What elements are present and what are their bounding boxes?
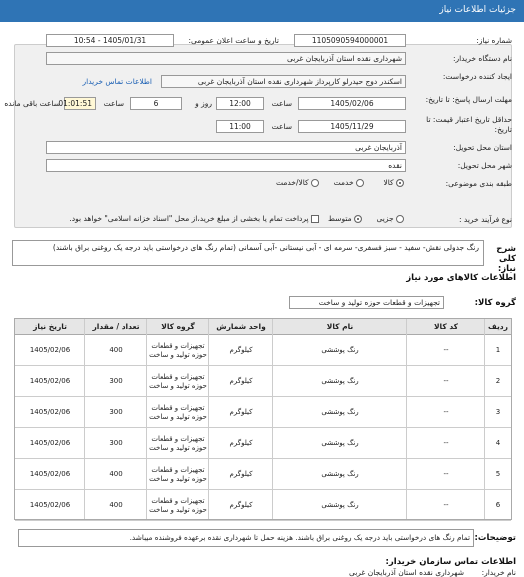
cell-idx: 4 (495, 439, 501, 447)
buyer-org-label: نام دستگاه خریدار: (452, 54, 512, 63)
radio-selected-icon[interactable] (354, 215, 362, 223)
summary-field: رنگ جدولی نقش- سفید - سبز فسفری- سرمه ای - آبی نیستانی -آبی آسمانی (تمام رنگ های درخواستی باید درجه یک روغنی براق باشند) (12, 240, 484, 266)
cell-qty: 400 (109, 470, 123, 478)
validity-label: حداقل تاریخ اعتبار قیمت: تا تاریخ: (426, 115, 512, 134)
announce-label: تاریخ و ساعت اعلان عمومی: (188, 36, 279, 45)
category-option-goods[interactable]: کالا (383, 178, 404, 187)
cell-qty: 400 (109, 346, 123, 354)
cell-unit: کیلوگرم (229, 439, 253, 447)
cell-date: 1405/02/06 (29, 439, 71, 447)
creator-label: ایجاد کننده درخواست: (442, 72, 512, 81)
buyer-org-field: شهرداری نقده استان آذربایجان غربی (46, 52, 406, 65)
cell-unit: کیلوگرم (229, 346, 253, 354)
process-option-minor[interactable]: جزیی (376, 214, 404, 223)
cell-name: رنگ پوششی (321, 501, 359, 509)
process-label: نوع فرآیند خرید : (458, 215, 512, 224)
col-date: تاریخ نیاز (33, 322, 67, 331)
cell-group: تجهیزات و قطعات حوزه تولید و ساخت (149, 465, 207, 483)
buyer-name-label: نام خریدار: (481, 568, 516, 577)
cell-qty: 300 (109, 439, 123, 447)
deadline-label: مهلت ارسال پاسخ: تا تاریخ: (425, 95, 512, 104)
checkbox-icon[interactable] (311, 215, 319, 223)
table-row (15, 428, 511, 459)
city-label: شهر محل تحویل: (457, 161, 512, 170)
cell-group: تجهیزات و قطعات حوزه تولید و ساخت (149, 403, 207, 421)
cell-idx: 3 (495, 408, 501, 416)
cell-unit: کیلوگرم (229, 501, 253, 509)
cell-qty: 300 (109, 408, 123, 416)
col-qty: تعداد / مقدار (92, 322, 140, 331)
cell-name: رنگ پوششی (321, 439, 359, 447)
cell-name: رنگ پوششی (321, 408, 359, 416)
need-number-label: شماره نیاز: (476, 36, 512, 45)
notes-label: توضیحات: (474, 533, 516, 543)
cell-idx: 5 (495, 470, 501, 478)
cell-date: 1405/02/06 (29, 470, 71, 478)
process-option-medium[interactable]: متوسط (328, 214, 362, 223)
goods-section-title: اطلاعات کالاهای مورد نیاز (406, 273, 516, 283)
col-unit: واحد شمارش (216, 322, 266, 331)
validity-time-label: ساعت (271, 122, 292, 131)
category-label: طبقه بندی موضوعی: (445, 179, 512, 188)
days-label: روز و (195, 99, 212, 108)
cell-group: تجهیزات و قطعات حوزه تولید و ساخت (149, 496, 207, 514)
summary-label: شرح کلی نیاز: (496, 244, 516, 274)
cell-code: -- (443, 470, 449, 478)
page-title: جزئیات اطلاعات نیاز (439, 5, 516, 15)
remaining-time-field: 01:01:51 (64, 97, 96, 110)
cell-date: 1405/02/06 (29, 408, 71, 416)
goods-group-field: تجهیزات و قطعات حوزه تولید و ساخت (289, 296, 444, 309)
cell-idx: 1 (495, 346, 501, 354)
goods-table (14, 318, 512, 520)
cell-code: -- (443, 501, 449, 509)
col-code: کد کالا (433, 322, 459, 331)
contact-buyer-link[interactable]: اطلاعات تماس خریدار (82, 77, 152, 86)
announce-field: 1405/01/31 - 10:54 (46, 34, 174, 47)
cell-unit: کیلوگرم (229, 408, 253, 416)
cell-code: -- (443, 377, 449, 385)
remaining-label: ساعت باقی مانده (4, 99, 60, 108)
province-field: آذربایجان غربی (46, 141, 406, 154)
col-group: گروه کالا (161, 322, 195, 331)
cell-code: -- (443, 439, 449, 447)
radio-selected-icon[interactable] (396, 179, 404, 187)
radio-icon[interactable] (356, 179, 364, 187)
cell-group: تجهیزات و قطعات حوزه تولید و ساخت (149, 341, 207, 359)
goods-group-label: گروه کالا: (474, 298, 516, 308)
cell-qty: 300 (109, 377, 123, 385)
remaining-time-label: ساعت (103, 99, 124, 108)
city-field: نقده (46, 159, 406, 172)
table-row (15, 366, 511, 397)
need-number-field: 1105090594000001 (294, 34, 406, 47)
table-row (15, 490, 511, 521)
validity-date-field: 1405/11/29 (298, 120, 406, 133)
deadline-time-label: ساعت (271, 99, 292, 108)
cell-name: رنگ پوششی (321, 377, 359, 385)
buyer-name-value: شهرداری نقده استان آذربایجان غربی (348, 568, 464, 577)
buyer-contact-title: اطلاعات تماس سازمان خریدار: (385, 557, 516, 567)
treasury-checkbox-row[interactable]: پرداخت تمام یا بخشی از مبلغ خرید،از محل "اسناد خزانه اسلامی" خواهد بود. (69, 214, 319, 223)
cell-idx: 2 (495, 377, 501, 385)
col-name: نام کالا (326, 322, 354, 331)
province-label: استان محل تحویل: (453, 143, 512, 152)
cell-unit: کیلوگرم (229, 377, 253, 385)
validity-time-field: 11:00 (216, 120, 264, 133)
cell-unit: کیلوگرم (229, 470, 253, 478)
table-row (15, 397, 511, 428)
table-header (15, 319, 511, 335)
deadline-date-field: 1405/02/06 (298, 97, 406, 110)
creator-field: اسکندر دوج حیدرلو کارپرداز شهرداری نقده استان آذربایجان غربی (161, 75, 406, 88)
notes-field: تمام رنگ های درخواستی باید درجه یک روغنی براق باشند. هزینه حمل تا شهرداری نقده برعهده فروشنده میباشد. (18, 529, 474, 547)
cell-idx: 6 (495, 501, 501, 509)
cell-group: تجهیزات و قطعات حوزه تولید و ساخت (149, 434, 207, 452)
category-option-both[interactable]: کالا/خدمت (276, 178, 319, 187)
cell-date: 1405/02/06 (29, 501, 71, 509)
days-field: 6 (130, 97, 182, 110)
category-option-service[interactable]: خدمت (334, 178, 364, 187)
deadline-time-field: 12:00 (216, 97, 264, 110)
cell-name: رنگ پوششی (321, 346, 359, 354)
cell-date: 1405/02/06 (29, 377, 71, 385)
page-header (0, 0, 524, 22)
col-idx: ردیف (488, 322, 508, 331)
cell-qty: 400 (109, 501, 123, 509)
table-row (15, 459, 511, 490)
cell-code: -- (443, 346, 449, 354)
radio-icon[interactable] (396, 215, 404, 223)
cell-date: 1405/02/06 (29, 346, 71, 354)
radio-icon[interactable] (311, 179, 319, 187)
cell-name: رنگ پوششی (321, 470, 359, 478)
cell-code: -- (443, 408, 449, 416)
table-row (15, 335, 511, 366)
cell-group: تجهیزات و قطعات حوزه تولید و ساخت (149, 372, 207, 390)
